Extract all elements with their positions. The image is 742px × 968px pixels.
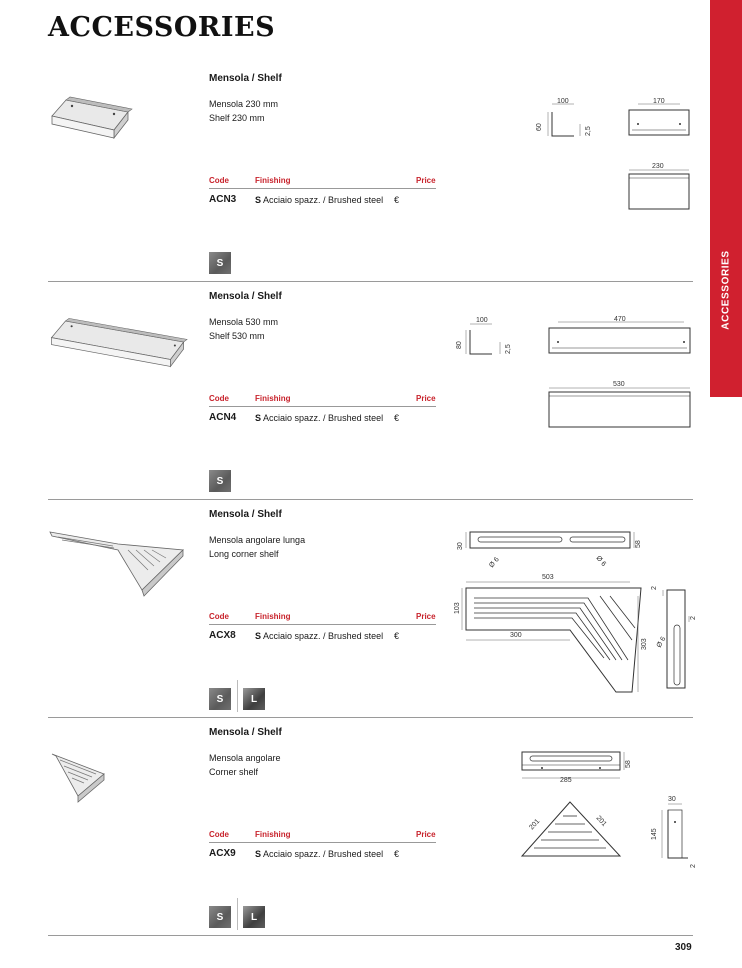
dim-201-b: 201 [594,814,608,829]
code-header: Code [209,830,229,839]
dim-300: 300 [510,632,522,639]
product-section-acn4 [48,282,693,499]
price-value: € [394,195,400,205]
side-tab [710,0,742,397]
dim-100: 100 [557,98,569,105]
dim-80: 80 [456,341,463,349]
swatch-s: S [209,688,231,710]
price-value: € [394,631,400,641]
product-code: ACN3 [209,194,237,205]
finishing-header: Finishing [255,176,291,185]
price-header: Price [416,612,436,621]
dim-58: 58 [635,540,642,548]
swatch-s: S [209,470,231,492]
dim-phi6-c: Ø 6 [655,635,668,649]
product-section-acn3 [48,64,693,281]
dim-103: 103 [454,602,461,614]
finishing-header: Finishing [255,830,291,839]
dim-285: 285 [560,777,572,784]
finish-code: S [255,195,262,205]
dim-2-5: 2,5 [585,126,592,136]
finish-text: Acciaio spazz. / Brushed steel [263,631,384,641]
technical-drawing [48,64,693,281]
page-number: 309 [675,942,692,953]
description-english: Long corner shelf [209,549,279,559]
dim-145: 145 [651,828,658,840]
description-italian: Mensola 530 mm [209,317,279,327]
finish-code: S [255,631,262,641]
dim-30: 30 [457,542,464,550]
product-section-acx8 [48,500,697,717]
description-english: Corner shelf [209,767,259,777]
code-header: Code [209,394,229,403]
price-header: Price [416,176,436,185]
price-header: Price [416,394,436,403]
product-heading: Mensola / Shelf [209,73,282,84]
dim-100: 100 [476,317,488,324]
side-tab-label: ACCESSORIES [720,250,732,330]
product-heading: Mensola / Shelf [209,509,282,520]
dim-530: 530 [613,381,625,388]
swatch-s: S [209,252,231,274]
dim-2-5: 2,5 [505,344,512,354]
price-header: Price [416,830,436,839]
finish-text: Acciaio spazz. / Brushed steel [263,849,384,859]
code-header: Code [209,176,229,185]
dim-170: 170 [653,98,665,105]
product-code: ACX9 [209,848,236,859]
dim-470: 470 [614,316,626,323]
product-section-acx9 [48,718,697,935]
dim-503: 503 [542,574,554,581]
dim-201-a: 201 [528,817,542,832]
dim-2-b: 2 [690,616,697,620]
finish-text: Acciaio spazz. / Brushed steel [263,195,384,205]
price-value: € [394,413,400,423]
dim-phi6-b: Ø 6 [594,554,608,568]
finishing-header: Finishing [255,394,291,403]
page-title: ACCESSORIES [48,12,276,43]
dim-303: 303 [641,638,648,650]
description-italian: Mensola 230 mm [209,99,279,109]
dim-58: 58 [625,760,632,768]
description-english: Shelf 530 mm [209,331,265,341]
finish-code: S [255,413,262,423]
product-code: ACN4 [209,412,237,423]
swatch-l: L [243,906,265,928]
finish-code: S [255,849,262,859]
technical-drawing [48,500,697,717]
technical-drawing [48,718,697,935]
dim-2: 2 [690,864,697,868]
swatch-s: S [209,906,231,928]
description-english: Shelf 230 mm [209,113,265,123]
dim-60: 60 [536,123,543,131]
description-italian: Mensola angolare lunga [209,535,306,545]
code-header: Code [209,612,229,621]
product-code: ACX8 [209,630,236,641]
dim-30: 30 [668,796,676,803]
section-divider [48,935,693,936]
swatch-l: L [243,688,265,710]
technical-drawing [48,282,693,499]
product-heading: Mensola / Shelf [209,727,282,738]
finish-text: Acciaio spazz. / Brushed steel [263,413,384,423]
finishing-header: Finishing [255,612,291,621]
dim-phi6-a: Ø 6 [488,556,501,570]
price-value: € [394,849,400,859]
dim-2-a: 2 [651,586,658,590]
dim-230: 230 [652,163,664,170]
description-italian: Mensola angolare [209,753,281,763]
product-heading: Mensola / Shelf [209,291,282,302]
